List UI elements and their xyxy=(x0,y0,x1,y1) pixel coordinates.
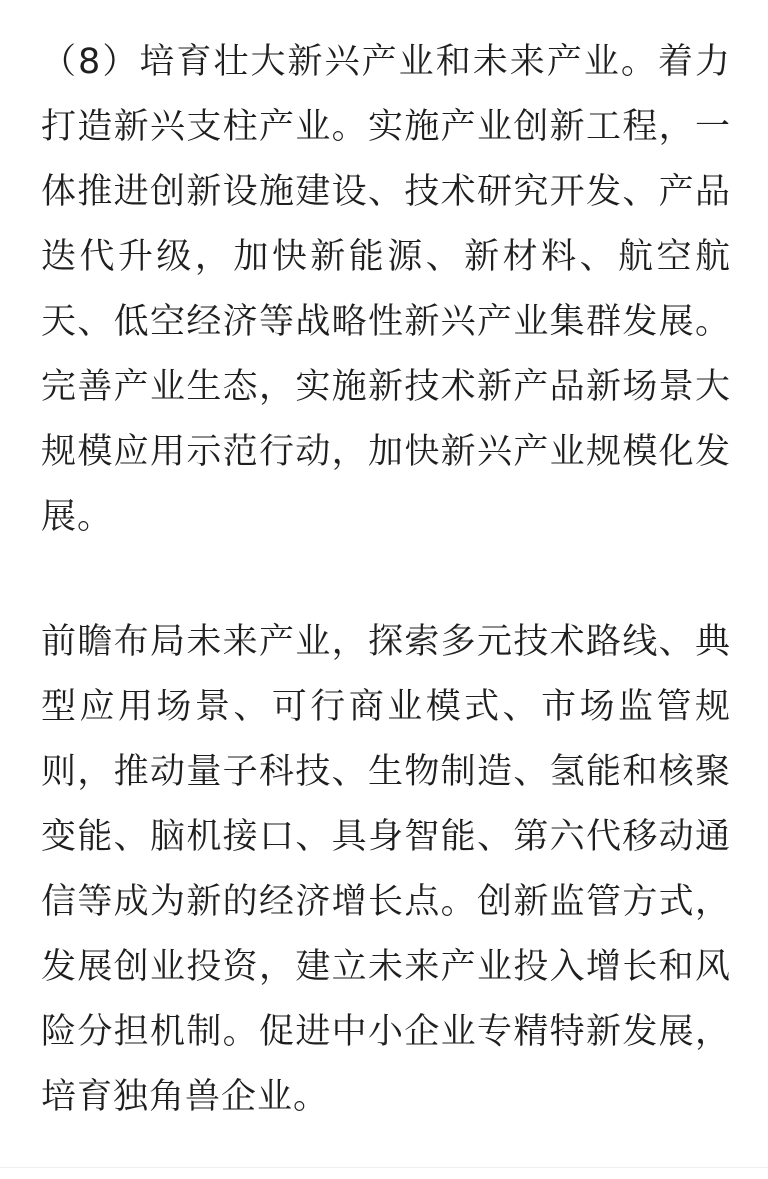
paragraph-future-industries: 前瞻布局未来产业，探索多元技术路线、典型应用场景、可行商业模式、市场监管规则，推动量子科技、生物制造、氢能和核聚变能、脑机接口、具身智能、第六代移动通信等成为新的经济增长点。创新监管方式，发展创业投资，建立未来产业投入增长和风险分担机制。促进中小企业专精特新发展，培育独角兽企业。 xyxy=(41,622,731,1117)
bottom-divider xyxy=(0,1167,768,1168)
paragraph-emerging-industries: （8）培育壮大新兴产业和未来产业。着力打造新兴支柱产业。实施产业创新工程，一体推进创新设施建设、技术研究开发、产品迭代升级，加快新能源、新材料、航空航天、低空经济等战略性新兴产业集群发展。完善产业生态，实施新技术新产品新场景大规模应用示范行动，加快新兴产业规模化发展。 xyxy=(41,42,731,537)
article-body xyxy=(41,30,731,1130)
